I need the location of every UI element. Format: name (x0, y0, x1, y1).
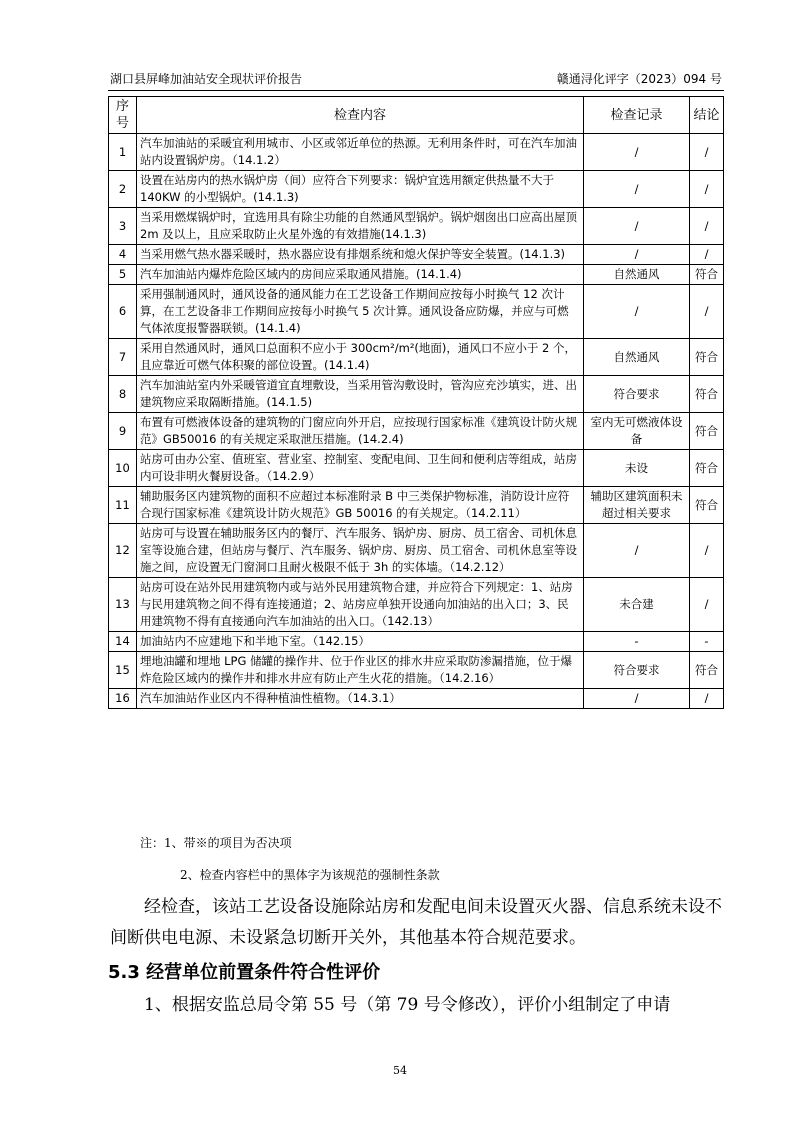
row-record: - (584, 632, 690, 652)
row-number: 11 (109, 487, 137, 524)
row-result: / (690, 245, 724, 265)
header-record: 检查记录 (584, 97, 690, 134)
row-content: 站房可设在站外民用建筑物内或与站外民用建筑物合建，并应符合下列规定：1、站房与民用建筑物之间不得有连接通道；2、站房应单独开设通向加油站的出入口；3、民用建筑物不得有直接通向汽车加油站的出入口。（142.13） (137, 578, 584, 632)
header-document-number: 赣通浔化评字（2023）094 号 (556, 72, 722, 86)
row-result: / (690, 171, 724, 208)
table-row (109, 632, 724, 652)
note-1: 注：1、带※的项目为否决项 (140, 836, 292, 850)
header-content: 检查内容 (137, 97, 584, 134)
row-number: 9 (109, 413, 137, 450)
row-record: / (584, 285, 690, 339)
table-row (109, 376, 724, 413)
table-header-row (109, 97, 724, 134)
row-result: 符合 (690, 652, 724, 689)
section-paragraph: 1、根据安监总局令第 55 号（第 79 号令修改），评价小组制定了申请 (144, 995, 671, 1015)
row-number: 3 (109, 208, 137, 245)
header-report-title: 湖口县屏峰加油站安全现状评价报告 (110, 72, 303, 86)
row-number: 13 (109, 578, 137, 632)
row-record: / (584, 134, 690, 171)
row-number: 15 (109, 652, 137, 689)
table-row (109, 171, 724, 208)
row-number: 1 (109, 134, 137, 171)
row-result: 符合 (690, 376, 724, 413)
row-record: 室内无可燃液体设备 (584, 413, 690, 450)
row-record: / (584, 171, 690, 208)
row-number: 16 (109, 689, 137, 709)
table-row (109, 265, 724, 285)
note-2: 2、检查内容栏中的黑体字为该规范的强制性条款 (180, 868, 440, 882)
row-content: 站房可由办公室、值班室、营业室、控制室、变配电间、卫生间和便利店等组成，站房内可设非明火餐厨设备。（14.2.9） (137, 450, 584, 487)
table-row (109, 450, 724, 487)
table-row (109, 578, 724, 632)
summary-paragraph: 经检查，该站工艺设备设施除站房和发配电间未设置灭火器、信息系统未设不间断供电电源、未设紧急切断开关外，其他基本符合规范要求。 (110, 897, 722, 948)
row-record: 辅助区建筑面积未超过相关要求 (584, 487, 690, 524)
row-content: 汽车加油站作业区内不得种植油性植物。（14.3.1） (137, 689, 584, 709)
row-result: / (690, 689, 724, 709)
row-number: 5 (109, 265, 137, 285)
row-content: 站房可与设置在辅助服务区内的餐厅、汽车服务、锅炉房、厨房、员工宿舍、司机休息室等设施合建，但站房与餐厅、汽车服务、锅炉房、厨房、员工宿舍、司机休息室等设施之间，应设置无门窗洞口且耐火极限不低于 3h 的实体墙。（14.2.12） (137, 524, 584, 578)
table-row (109, 524, 724, 578)
row-result: 符合 (690, 339, 724, 376)
row-result: 符合 (690, 413, 724, 450)
row-result: 符合 (690, 450, 724, 487)
row-number: 14 (109, 632, 137, 652)
row-number: 8 (109, 376, 137, 413)
row-number: 10 (109, 450, 137, 487)
row-content: 设置在站房内的热水锅炉房（间）应符合下列要求：锅炉宜选用额定供热量不大于 140KW 的小型锅炉。(14.1.3) (137, 171, 584, 208)
table-row (109, 413, 724, 450)
table-row (109, 652, 724, 689)
table-row (109, 689, 724, 709)
row-content: 汽车加油站室内外采暖管道宜直埋敷设，当采用管沟敷设时，管沟应充沙填实，进、出建筑物应采取隔断措施。(14.1.5) (137, 376, 584, 413)
row-content: 当采用燃气热水器采暖时，热水器应设有排烟系统和熄火保护等安全装置。(14.1.3) (137, 245, 584, 265)
row-number: 7 (109, 339, 137, 376)
table-row (109, 245, 724, 265)
row-content: 采用强制通风时，通风设备的通风能力在工艺设备工作期间应按每小时换气 12 次计算，在工艺设备非工作期间应按每小时换气 5 次计算。通风设备应防爆，并应与可燃气体浓度报警器联锁。(14.1.4) (137, 285, 584, 339)
row-content: 加油站内不应建地下和半地下室。（142.15） (137, 632, 584, 652)
row-result: 符合 (690, 265, 724, 285)
row-record: / (584, 689, 690, 709)
row-number: 4 (109, 245, 137, 265)
row-record: 符合要求 (584, 376, 690, 413)
row-record: / (584, 245, 690, 265)
row-result: / (690, 578, 724, 632)
row-content: 采用自然通风时，通风口总面积不应小于 300cm²/m²(地面)，通风口不应小于 2 个，且应靠近可燃气体积聚的部位设置。(14.1.4) (137, 339, 584, 376)
row-content: 埋地油罐和埋地 LPG 储罐的操作井、位于作业区的排水井应采取防渗漏措施，位于爆炸危险区域内的操作井和排水井应有防止产生火花的措施。（14.2.16） (137, 652, 584, 689)
row-result: 符合 (690, 487, 724, 524)
row-record: 未合建 (584, 578, 690, 632)
table-row (109, 487, 724, 524)
row-record: / (584, 524, 690, 578)
row-content: 辅助服务区内建筑物的面积不应超过本标准附录 B 中三类保护物标准，消防设计应符合现行国家标准《建筑设计防火规范》GB 50016 的有关规定。（14.2.11） (137, 487, 584, 524)
section-heading: 5.3 经营单位前置条件符合性评价 (108, 962, 381, 983)
table-notes (140, 834, 440, 884)
table-row (109, 134, 724, 171)
row-number: 12 (109, 524, 137, 578)
row-content: 当采用燃煤锅炉时，宜选用具有除尘功能的自然通风型锅炉。锅炉烟囱出口应高出屋顶 2m 及以上，且应采取防止火星外逸的有效措施(14.1.3) (137, 208, 584, 245)
row-content: 汽车加油站内爆炸危险区域内的房间应采取通风措施。(14.1.4) (137, 265, 584, 285)
inspection-table (108, 96, 724, 709)
page-number: 54 (393, 1064, 407, 1077)
row-number: 2 (109, 171, 137, 208)
row-result: / (690, 208, 724, 245)
row-content: 布置有可燃液体设备的建筑物的门窗应向外开启，应按现行国家标准《建筑设计防火规范》GB50016 的有关规定采取泄压措施。(14.2.4) (137, 413, 584, 450)
inspection-summary (110, 892, 725, 954)
row-result: / (690, 285, 724, 339)
table-row (109, 208, 724, 245)
row-result: - (690, 632, 724, 652)
row-record: 未设 (584, 450, 690, 487)
row-result: / (690, 134, 724, 171)
table-row (109, 285, 724, 339)
row-content: 汽车加油站的采暖宜利用城市、小区或邻近单位的热源。无利用条件时，可在汽车加油站内设置锅炉房。（14.1.2） (137, 134, 584, 171)
table-row (109, 339, 724, 376)
row-record: / (584, 208, 690, 245)
header-result: 结论 (690, 97, 724, 134)
row-result: / (690, 524, 724, 578)
row-record: 自然通风 (584, 265, 690, 285)
row-number: 6 (109, 285, 137, 339)
row-record: 符合要求 (584, 652, 690, 689)
header-rule (108, 90, 724, 91)
header-no: 序号 (109, 97, 137, 134)
row-record: 自然通风 (584, 339, 690, 376)
